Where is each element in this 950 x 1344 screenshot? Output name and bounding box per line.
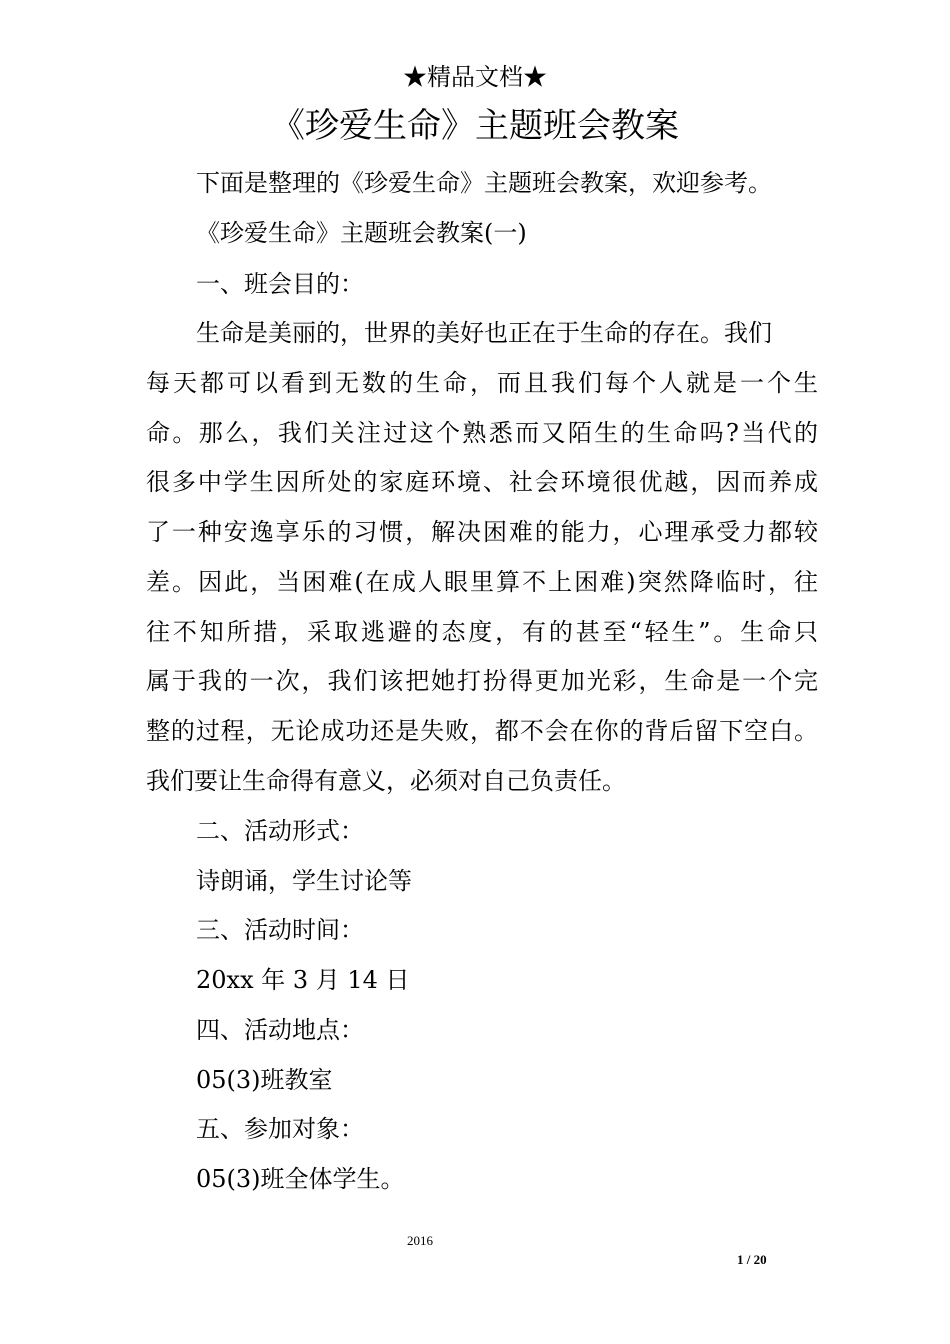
place-value: 05(3)班教室	[196, 1066, 333, 1094]
place-heading: 四、活动地点：	[196, 1016, 364, 1044]
intro-text: 下面是整理的《珍爱生命》主题班会教案，欢迎参考。	[196, 169, 772, 197]
purpose-line-3: 命。那么，我们关注过这个熟悉而又陌生的生命吗?当代的	[146, 419, 818, 447]
participants-heading: 五、参加对象：	[196, 1115, 364, 1143]
purpose-line-7: 往不知所措，采取逃避的态度，有的甚至“轻生”。生命只	[146, 618, 818, 646]
page-number: 1 / 20	[737, 1252, 767, 1267]
purpose-line-5: 了一种安逸享乐的习惯，解决困难的能力，心理承受力都较	[146, 518, 818, 546]
time-heading: 三、活动时间：	[196, 916, 364, 944]
participants-value: 05(3)班全体学生。	[196, 1165, 405, 1193]
document-title: 《珍爱生命》主题班会教案	[271, 106, 679, 146]
purpose-line-6: 差。因此，当困难(在成人眼里算不上困难)突然降临时，往	[146, 568, 818, 596]
purpose-line-1: 生命是美丽的，世界的美好也正在于生命的存在。我们	[196, 319, 772, 347]
purpose-line-2: 每天都可以看到无数的生命，而且我们每个人就是一个生	[146, 369, 818, 397]
section-title: 《珍爱生命》主题班会教案(一)	[196, 219, 527, 247]
purpose-heading: 一、班会目的：	[196, 270, 364, 298]
purpose-line-10: 我们要让生命得有意义，必须对自己负责任。	[146, 767, 626, 795]
purpose-line-9: 整的过程，无论成功还是失败，都不会在你的背后留下空白。	[146, 717, 818, 745]
footer-year: 2016	[407, 1233, 433, 1248]
time-value: 20xx 年 3 月 14 日	[196, 966, 410, 994]
form-heading: 二、活动形式：	[196, 817, 364, 845]
purpose-line-4: 很多中学生因所处的家庭环境、社会环境很优越，因而养成	[146, 468, 818, 496]
purpose-line-8: 属于我的一次，我们该把她打扮得更加光彩，生命是一个完	[146, 667, 818, 695]
form-value: 诗朗诵，学生讨论等	[196, 867, 412, 895]
header-mark: ★精品文档★	[403, 63, 547, 91]
